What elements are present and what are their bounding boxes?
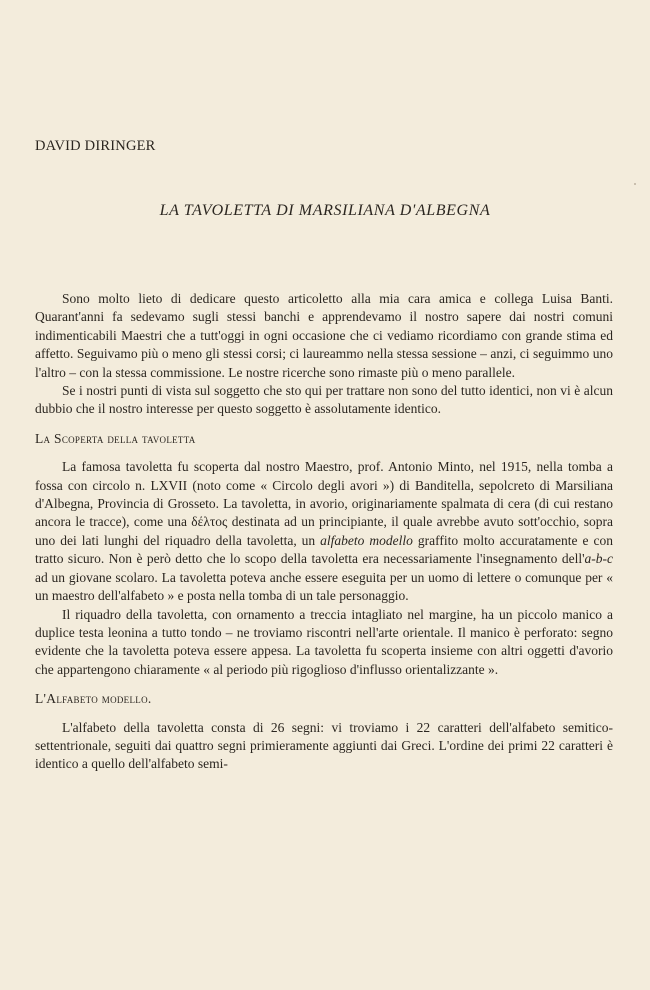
greek-word: δέλτος (191, 514, 228, 530)
article-title: LA TAVOLETTA DI MARSILIANA D'ALBEGNA (159, 202, 491, 219)
intro-paragraph-1: Sono molto lieto di dedicare questo articoletto alla mia cara amica e collega Luisa Banti. Quarant'anni fa sedevamo sugli stessi banchi e apprendevamo il nostro sapere dai nostri comuni indimenticabili Maestri che a tutt'oggi in ogni occasione che ci vediamo ricordiamo con grande stima ed affetto. Seguivamo più o meno gli stessi corsi; ci laureammo nella stessa sessione – anzi, ci seguimmo uno l'altro – con la stessa commissione. Le nostre ricerche sono rimaste più o meno parallele. (35, 291, 613, 380)
section1-paragraph-2: Il riquadro della tavoletta, con ornamento a treccia intagliato nel margine, ha un piccolo manico a duplice testa leonina a tutto tondo – ne troviamo riscontri nell'arte orientale. Il manico è perforato: segno evidente che la tavoletta poteva essere appesa. La tavoletta fu scoperta insieme con altri oggetti d'avorio che appartengono chiaramente « al periodo più rigoglioso d'influsso orientalizzante ». (35, 606, 613, 677)
section1-paragraph-1 (35, 458, 613, 605)
italic-term: alfabeto modello (320, 532, 413, 548)
author-name: DAVID DIRINGER (35, 138, 156, 154)
italic-term: a-b-c (584, 551, 613, 567)
speck (634, 183, 636, 185)
intro-paragraph-2: Se i nostri punti di vista sul soggetto che sto qui per trattare non sono del tutto identici, non vi è alcun dubbio che il nostro interesse per questo soggetto è assolutamente identico. (35, 383, 613, 417)
article-body (35, 290, 613, 774)
text-run: graffito molto accuratamente e con tratto sicuro. Non è però detto che lo scopo della tavoletta era necessariamente l'insegnamento dell' (35, 532, 613, 567)
section-heading-scoperta: La Scoperta della tavoletta (35, 430, 196, 446)
section-heading-alfabeto: L'Alfabeto modello. (35, 691, 152, 707)
text-run: La famosa tavoletta fu scoperta dal nostro Maestro, prof. Antonio Minto, nel 1915, nella tomba a fossa con circolo n. LXVII (noto come « Circolo degli avori ») di Banditella, sepolcreto di Marsiliana d'Albegna, Provincia di Grosseto. La tavoletta, in avorio, originariamente spalmata di cera (di cui restano ancora le tracce), come una (35, 459, 613, 530)
section2-paragraph-1: L'alfabeto della tavoletta consta di 26 segni: vi troviamo i 22 caratteri dell'alfabeto semitico-settentrionale, seguiti dai quattro segni primieramente aggiunti dai Greci. L'ordine dei primi 22 caratteri è identico a quello dell'alfabeto semi- (35, 719, 613, 772)
text-run: ad un giovane scolaro. La tavoletta poteva anche essere eseguita per un uomo di lettere o comunque per « un maestro dell'alfabeto » e posta nella tomba di un tale personaggio. (35, 569, 613, 604)
text-run: destinata ad un principiante, il quale avrebbe avuto sott'occhio, sopra uno dei lati lunghi del riquadro della tavoletta, un (35, 514, 613, 548)
